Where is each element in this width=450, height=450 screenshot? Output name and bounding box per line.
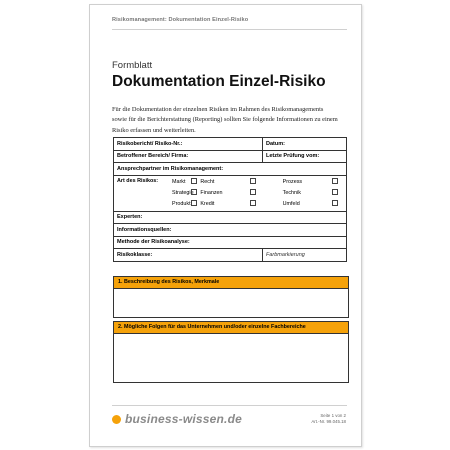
contact-field[interactable]: Ansprechpartner im Risikomanagement:: [114, 163, 347, 176]
intro-text: Für die Dokumentation der einzelnen Risiken im Rahmen des Risikomanagements sowie für die Berichterstattung (Reporting) sollten Sie folgende Informationen zu einem Risiko erfassen und weiterleiten.: [112, 106, 338, 134]
table-row: [114, 138, 347, 151]
table-row: [114, 211, 347, 224]
risk-type-option: Technik: [282, 190, 301, 196]
brand-logo: business-wissen.de: [125, 412, 242, 426]
article-number: Art.-Nr. 99.045.18: [311, 419, 346, 424]
sources-field[interactable]: Informationsquellen:: [114, 224, 347, 237]
date-field[interactable]: Datum:: [263, 138, 347, 151]
color-marking-label: Farbmarkierung: [266, 251, 305, 258]
risk-class-field[interactable]: Risikoklasse:: [114, 249, 263, 262]
checkbox[interactable]: [332, 189, 338, 195]
color-marking-field[interactable]: [263, 249, 347, 262]
header-rule: [112, 29, 347, 30]
checkbox[interactable]: [191, 178, 197, 184]
risk-type-option: Produkt: [172, 201, 191, 207]
risk-type-option: Umfeld: [282, 201, 300, 207]
checkbox[interactable]: [332, 200, 338, 206]
method-field[interactable]: Methode der Risikoanalyse:: [114, 236, 347, 249]
table-row: [114, 224, 347, 237]
risk-type-label: Art des Risikos:: [117, 178, 159, 184]
page-title: Dokumentation Einzel-Risiko: [112, 73, 326, 90]
section-description: [113, 276, 349, 318]
table-row: [114, 175, 347, 211]
risk-type-option: Finanzen: [200, 190, 223, 196]
checkbox[interactable]: [250, 200, 256, 206]
running-header: Risikomanagement: Dokumentation Einzel-Risiko: [112, 17, 249, 23]
checkbox[interactable]: [250, 178, 256, 184]
risk-type-option: Recht: [200, 179, 215, 185]
section-title: 2. Mögliche Folgen für das Unternehmen und/oder einzelne Fachbereiche: [114, 322, 348, 334]
section-consequences: [113, 321, 349, 383]
risk-type-option: Strategie: [172, 190, 194, 196]
table-row: [114, 249, 347, 262]
department-field[interactable]: Betroffener Bereich/ Firma:: [114, 150, 263, 163]
risk-type-option: Markt: [172, 179, 186, 185]
risk-form-table: [113, 137, 347, 262]
logo-dot-icon: [112, 415, 121, 424]
experts-field[interactable]: Experten:: [114, 211, 347, 224]
form-kicker: Formblatt: [112, 60, 153, 71]
last-review-field[interactable]: Letzte Prüfung vom:: [263, 150, 347, 163]
footer-rule: [112, 405, 347, 406]
table-row: [114, 150, 347, 163]
risk-type-option: Kredit: [200, 201, 215, 207]
checkbox[interactable]: [250, 189, 256, 195]
risk-type-field: [114, 175, 347, 211]
risk-type-option: Prozess: [282, 179, 303, 185]
checkbox[interactable]: [191, 200, 197, 206]
page-number: Seite 1 von 2: [320, 413, 346, 418]
table-row: [114, 236, 347, 249]
risk-report-field[interactable]: Risikobericht/ Risiko-Nr.:: [114, 138, 263, 151]
section-title: 1. Beschreibung des Risikos, Merkmale: [114, 277, 348, 289]
checkbox[interactable]: [332, 178, 338, 184]
checkbox[interactable]: [191, 189, 197, 195]
table-row: [114, 163, 347, 176]
